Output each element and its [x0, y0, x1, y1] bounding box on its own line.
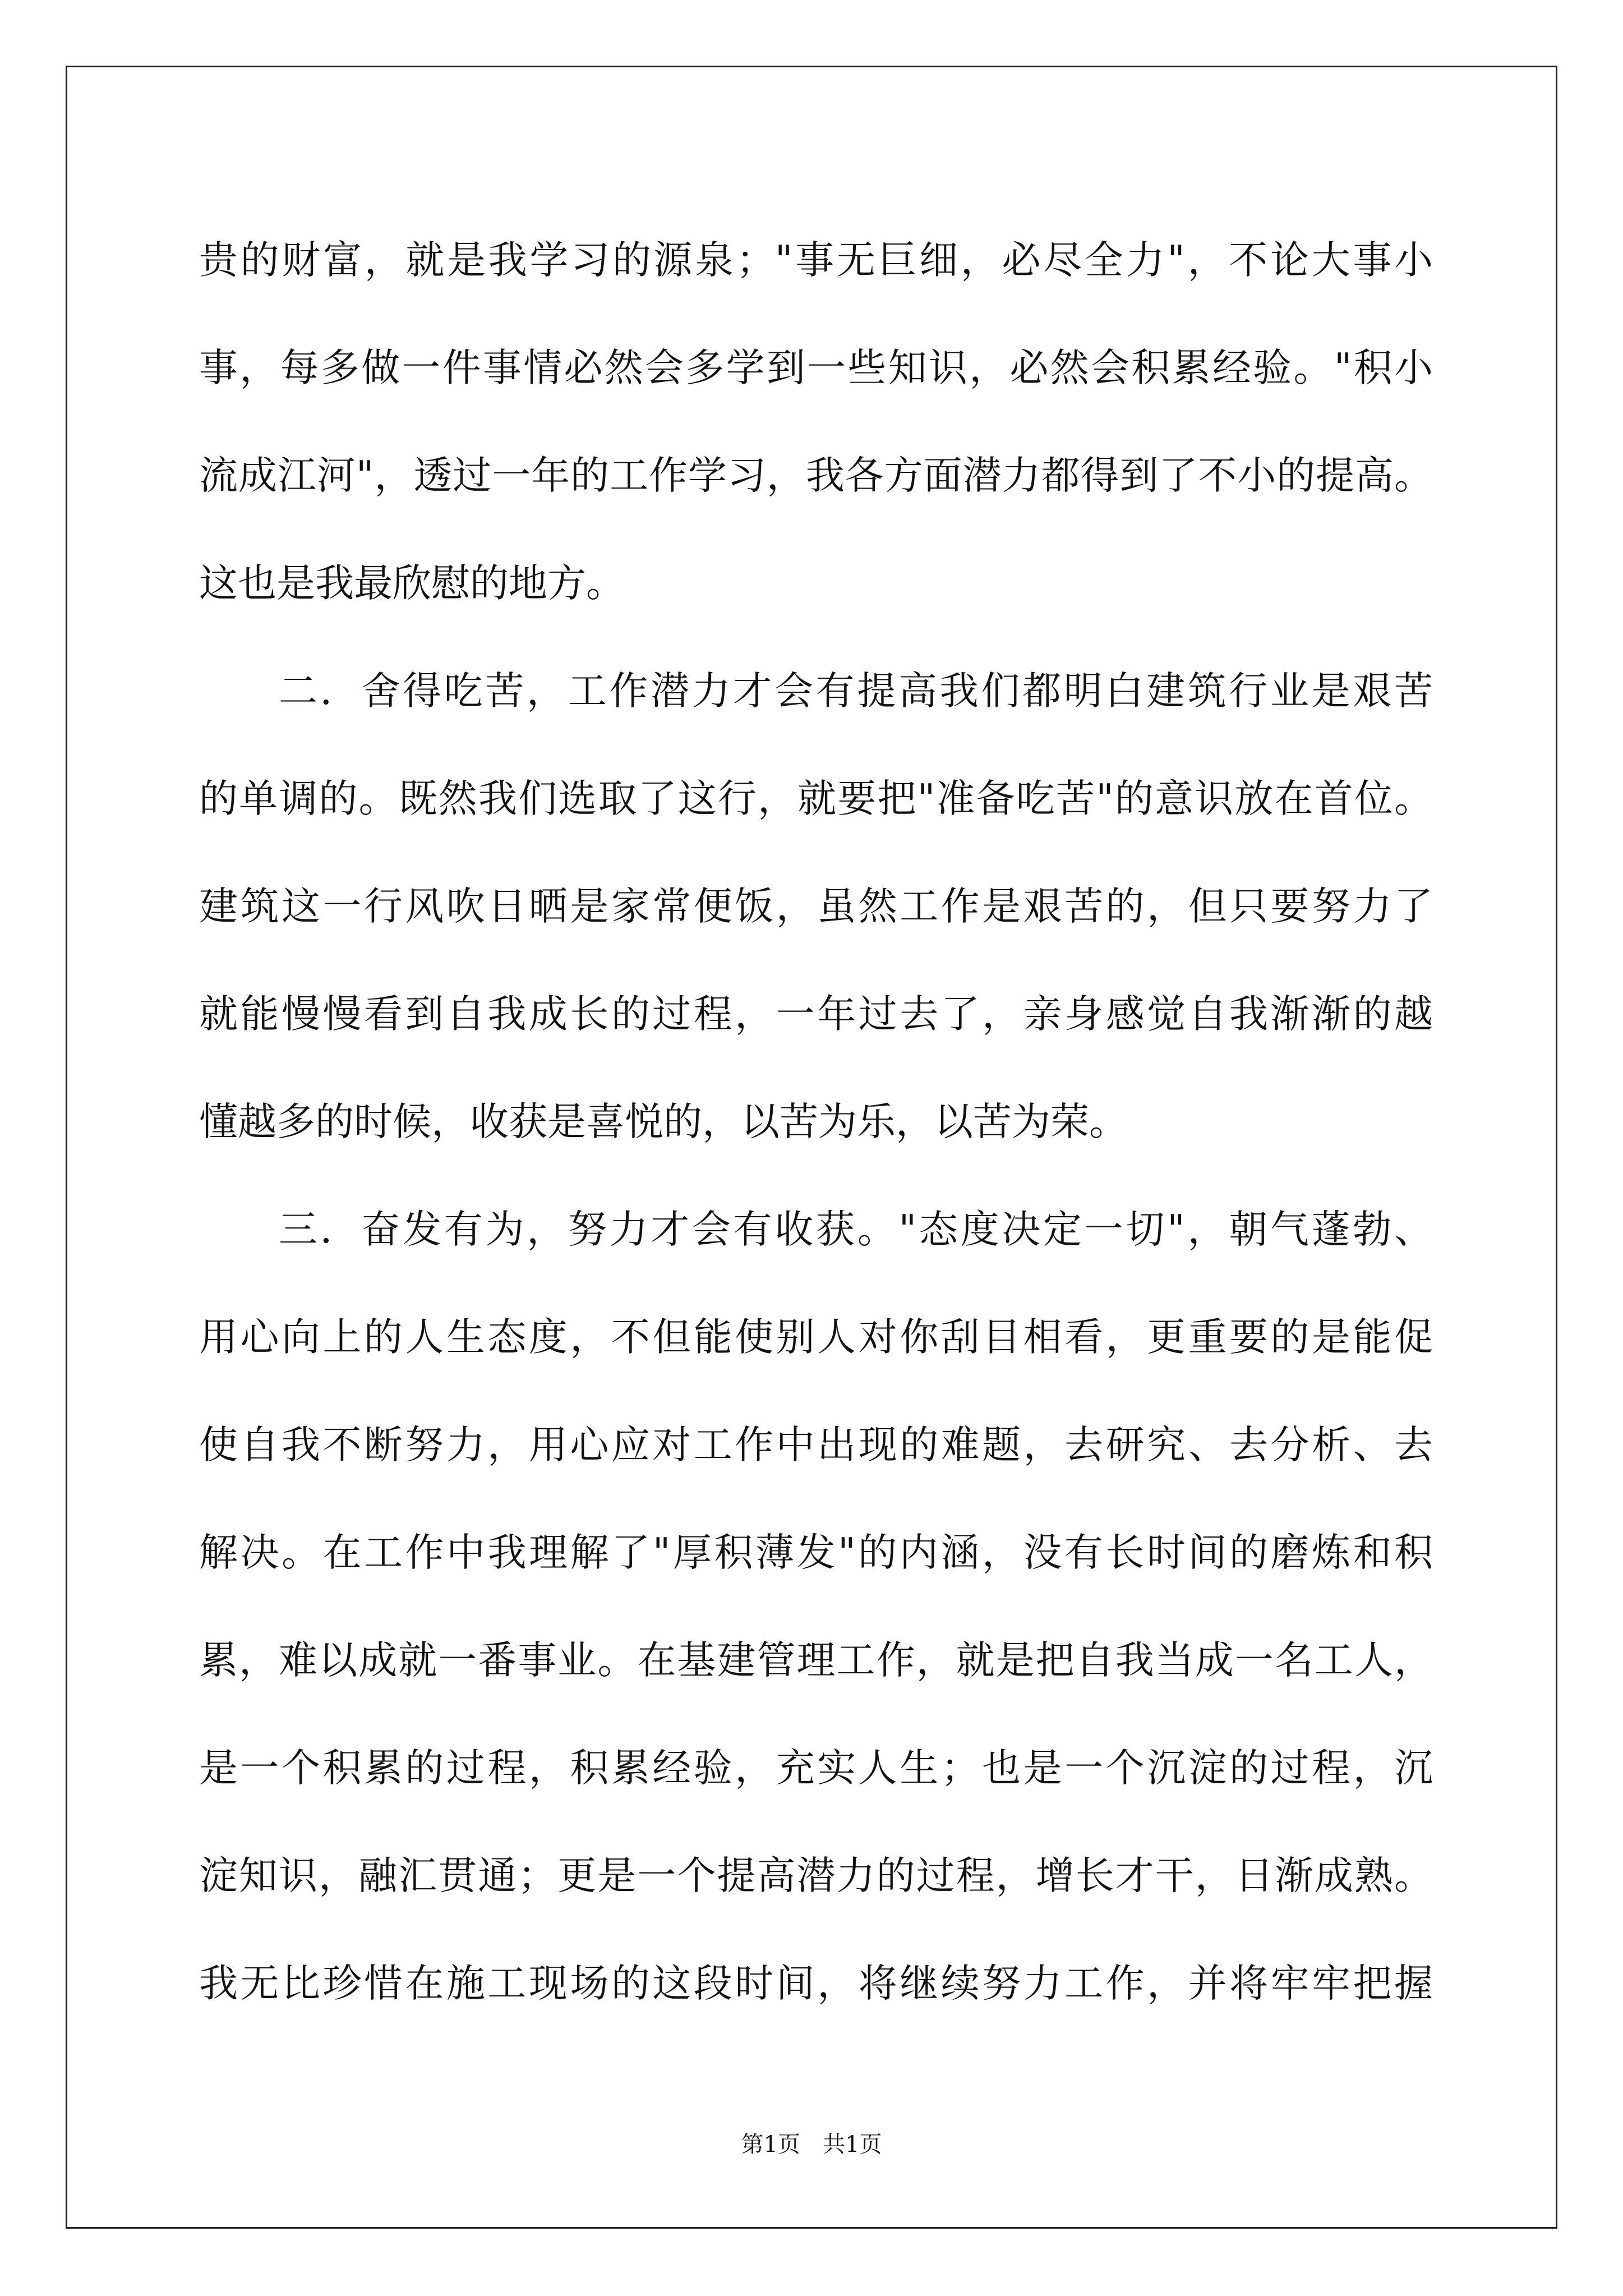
- text-line: 懂越多的时候，收获是喜悦的，以苦为乐，以苦为荣。: [199, 1099, 1128, 1144]
- text-line: 建筑这一行风吹日晒是家常便饭，虽然工作是艰苦的，但只要努力了: [199, 884, 1433, 929]
- text-line: 贵的财富，就是我学习的源泉；"事无巨细，必尽全力"，不论大事小: [199, 238, 1433, 283]
- text-line: 三．奋发有为，努力才会有收获。"态度决定一切"，朝气蓬勃、: [279, 1207, 1433, 1252]
- text-line: 是一个积累的过程，积累经验，充实人生；也是一个沉淀的过程，沉: [199, 1746, 1433, 1791]
- text-line: 累，难以成就一番事业。在基建管理工作，就是把自我当成一名工人，: [199, 1638, 1433, 1683]
- text-line: 就能慢慢看到自我成长的过程，一年过去了，亲身感觉自我渐渐的越: [199, 992, 1433, 1037]
- document-body: [199, 206, 1433, 2037]
- text-line: 二．舍得吃苦，工作潜力才会有提高我们都明白建筑行业是艰苦: [279, 669, 1433, 714]
- text-line: 淀知识，融汇贯通；更是一个提高潜力的过程，增长才干，日渐成熟。: [199, 1853, 1433, 1898]
- page-number-footer: 第1页 共1页: [741, 2132, 882, 2157]
- text-line: 解决。在工作中我理解了"厚积薄发"的内涵，没有长时间的磨炼和积: [199, 1530, 1433, 1575]
- text-line: 的单调的。既然我们选取了这行，就要把"准备吃苦"的意识放在首位。: [199, 776, 1433, 821]
- text-line: 我无比珍惜在施工现场的这段时间，将继续努力工作，并将牢牢把握: [199, 1961, 1433, 2006]
- text-line: 这也是我最欣慰的地方。: [199, 561, 625, 606]
- text-line: 用心向上的人生态度，不但能使别人对你刮目相看，更重要的是能促: [199, 1315, 1433, 1360]
- text-line: 使自我不断努力，用心应对工作中出现的难题，去研究、去分析、去: [199, 1423, 1433, 1467]
- text-line: 流成江河"，透过一年的工作学习，我各方面潜力都得到了不小的提高。: [199, 453, 1433, 498]
- text-line: 事，每多做一件事情必然会多学到一些知识，必然会积累经验。"积小: [199, 346, 1433, 390]
